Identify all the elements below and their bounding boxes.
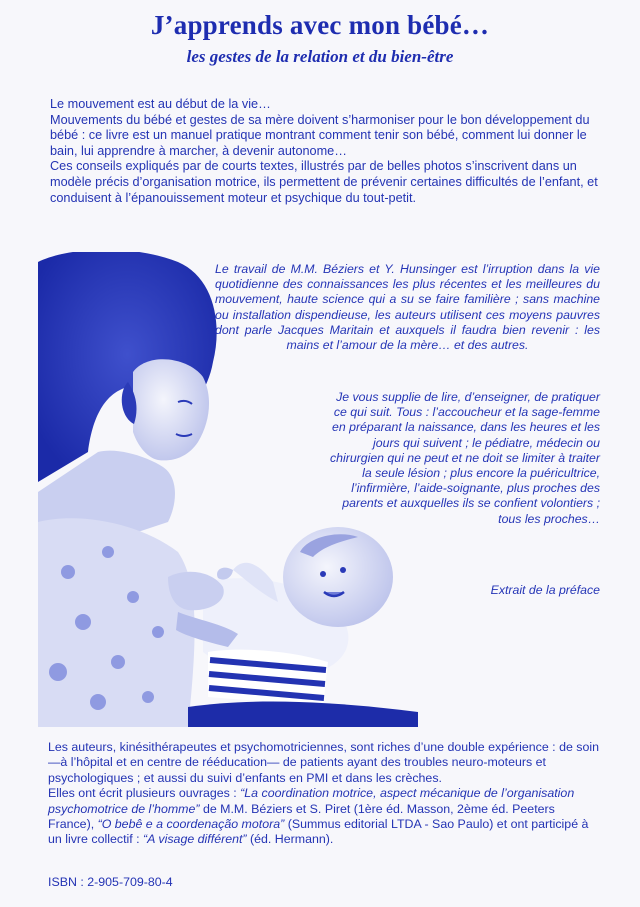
works-mid-2: (Summus editorial LTDA - Sao Paulo) et ont participé à un livre collectif : (48, 817, 589, 847)
authors-paragraph-2 (48, 786, 604, 848)
book-title-3: “A visage différent” (143, 832, 247, 847)
face-shape (133, 359, 209, 460)
preface-quote-2: Je vous supplie de lire, d’enseigner, de pratiquer ce qui suit. Tous : l’accoucheur et la sage-femme en préparant la naissance, dans les heures et les jours qui suivent ; le pédiatre, médecin ou chirurgien qui ne peut et ne doit se limiter à traiter la seule lésion ; plus encore la puéricultrice, l’infirmière, l’aide-soignante, plus proches des parents et auxquelles ils se confient volontiers ; tous les proches… (330, 390, 600, 526)
authors-paragraph-1: Les auteurs, kinésithérapeutes et psychomotriciennes, sont riches d’une double expérience : de soin —à l’hôpital et en centre de rééducation— de patients ayant des troubles neuro-moteurs et psychologiques ; et aussi du suivi d’enfants en PMI et dans les crèches. (48, 740, 600, 785)
striped-diaper (208, 650, 328, 707)
works-lead: Elles ont écrit plusieurs ouvrages : (48, 786, 241, 801)
works-mid-1: de M.M. Béziers et S. Piret (1ère éd. Masson, 2ème éd. Peeters France), (48, 801, 555, 832)
isbn-number: ISBN : 2-905-709-80-4 (48, 875, 173, 889)
intro-paragraph-3: Ces conseils expliqués par de courts textes, illustrés par de belles photos s’inscrivent dans un modèle précis d’organisation motrice, ils permettent de prévenir certaines difficultés de l’enfant, et conduisent à l’épanouissement moteur et psychique du tout-petit. (50, 159, 598, 205)
intro-paragraph-1: Le mouvement est au début de la vie… (50, 97, 271, 111)
book-title-1: “La coordination motrice, aspect mécanique de l’organisation psychomotrice de l’homme” (48, 786, 575, 816)
page-title: J’apprends avec mon bébé… (150, 10, 490, 40)
intro-text (50, 97, 600, 206)
page-subtitle: les gestes de la relation et du bien-être (186, 47, 454, 66)
preface-quote-1: Le travail de M.M. Béziers et Y. Hunsinger est l’irruption dans la vie quotidienne des connaissances les plus récentes et les meilleures du mouvement, haute science qui a su se faire familière ; sans machine ou installation dispendieuse, les auteurs utilisent ces moyens pauvres dont parle Jacques Maritain et auxquels il faudra bien revenir : les mains et l’amour de la mère… et des autres. (215, 262, 600, 353)
book-title-2: “O bebê e a coordenação motora” (97, 817, 285, 832)
preface-source: Extrait de la préface (490, 583, 600, 597)
works-tail: (éd. Hermann). (246, 832, 334, 847)
blouse-shape (38, 518, 195, 727)
intro-paragraph-2: Mouvements du bébé et gestes de sa mère doivent s’harmoniser pour le bon développement du bébé : ce livre est un manuel pratique montrant comment tenir son bébé, comment lui donner le bain, lui apprendre à marcher, à devenir autonome… (50, 112, 590, 158)
authors-text (48, 740, 604, 848)
